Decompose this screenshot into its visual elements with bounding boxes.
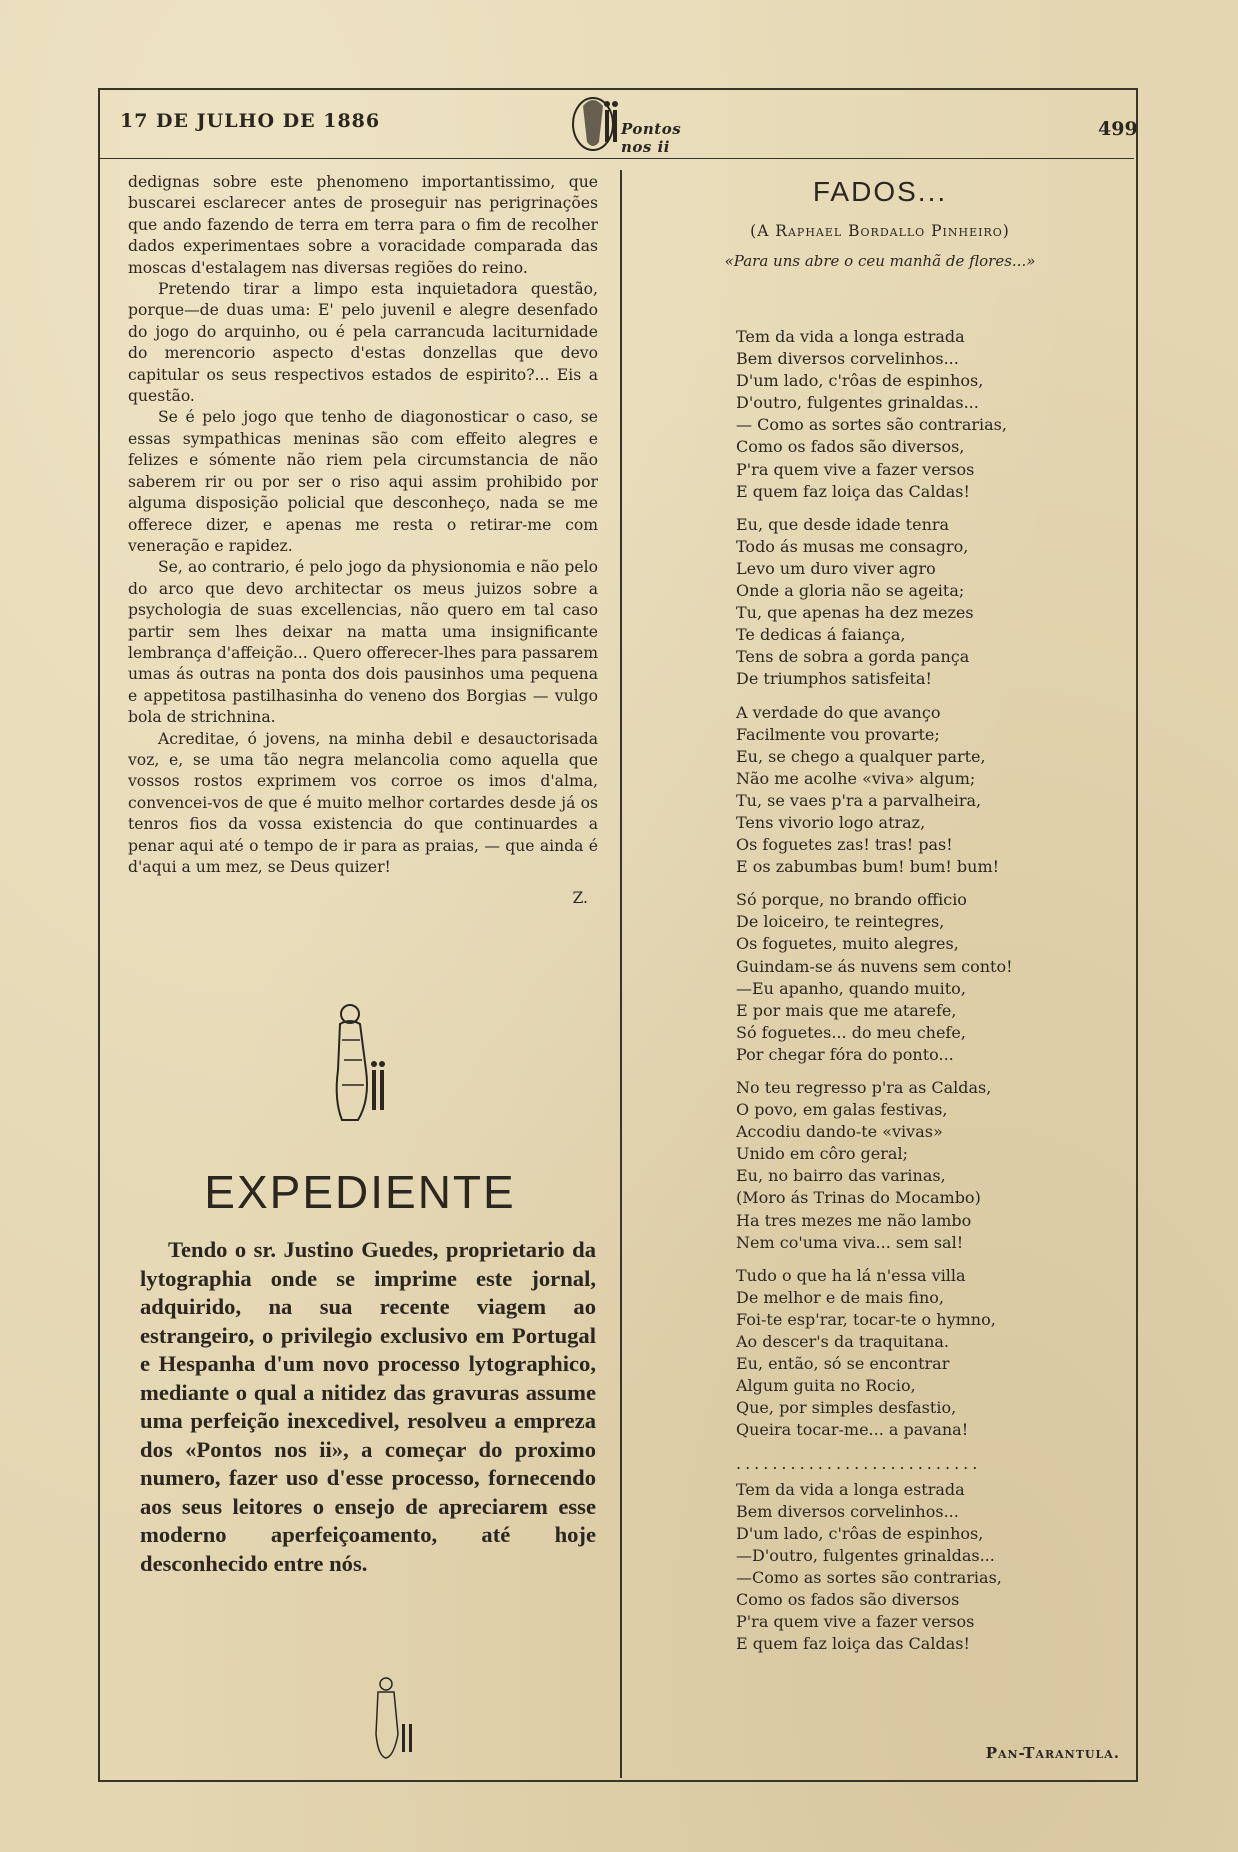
poem-line: Tudo o que ha lá n'essa villa <box>736 1265 966 1285</box>
poem-line: Que, por simples desfastio, <box>736 1398 957 1418</box>
article-paragraph: Pretendo tirar a limpo esta inquietadora questão, porque—de duas uma: E' pelo juvenil e alegre desenfado do jogo do arquinho, ou é pela carrancuda laciturnidade do merencorio aspecto d'estas donzellas que devo capitular os seus respectivos estados de espirito?... Eis a questão. <box>128 280 598 406</box>
poem-line: Ha tres mezes me não lambo <box>736 1210 972 1230</box>
poem-stanza <box>736 514 1116 691</box>
header-date: 17 DE JULHO DE 1886 <box>120 110 381 132</box>
poem-body <box>736 326 1116 1666</box>
poem-line: Ao descer's da traquitana. <box>736 1332 950 1352</box>
poem-line: —D'outro, fulgentes grinaldas... <box>736 1545 995 1565</box>
ornament-small-figure-icon <box>364 1674 424 1764</box>
poem-line: Te dedicas á faiança, <box>736 625 906 645</box>
poem-line: Accodiu dando-te «vivas» <box>736 1122 943 1142</box>
poem-line: Todo ás musas me consagro, <box>736 536 969 556</box>
poem-line: Guindam-se ás nuvens sem conto! <box>736 956 1013 976</box>
poem-signature: Pan-Tarantula. <box>985 1744 1120 1762</box>
poem-line: Só porque, no brando officio <box>736 890 967 910</box>
poem-line: Foi-te esp'rar, tocar-te o hymno, <box>736 1309 996 1329</box>
poem-line: E quem faz loiça das Caldas! <box>736 1634 970 1654</box>
poem-line: Eu, que desde idade tenra <box>736 514 950 534</box>
poem-line: Algum guita no Rocio, <box>736 1376 916 1396</box>
article-paragraph: Se é pelo jogo que tenho de diagonosticar o caso, se essas sympathicas meninas são com effeito alegres e felizes e sómente não riem pela circumstancia de não saberem rir ou por ser o riso aqui assim prohibido por alguma disposição policial que desconheço, nada se me offerece dizer, e apenas me resta o retirar-me com veneração e rapidez. <box>128 408 598 555</box>
page-number: 499 <box>1098 118 1138 140</box>
poem-epigraph: «Para uns abre o ceu manhã de flores...» <box>724 252 1036 270</box>
poem-line: E por mais que me atarefe, <box>736 1000 957 1020</box>
poem-line: A verdade do que avanço <box>736 702 941 722</box>
poem-line: Os foguetes zas! tras! pas! <box>736 835 953 855</box>
poem-line: Bem diversos corvelinhos... <box>736 349 959 369</box>
poem-line: Nem co'uma viva... sem sal! <box>736 1232 964 1252</box>
poem-line: Facilmente vou provarte; <box>736 724 940 744</box>
poem-line: Tu, que apenas ha dez mezes <box>736 603 974 623</box>
poem-line: Tem da vida a longa estrada <box>736 1479 965 1499</box>
poem-line: Eu, se chego a qualquer parte, <box>736 746 986 766</box>
poem-line: P'ra quem vive a fazer versos <box>736 459 975 479</box>
poem-line: Tens de sobra a gorda pança <box>736 647 970 667</box>
expediente-text: Tendo o sr. Justino Guedes, proprietario da lytographia onde se imprime este jornal, adquirido, na sua recente viagem ao estrangeiro, o privilegio exclusivo em Portugal e Hespanha d'um novo processo lytographico, mediante o qual a nitidez das gravuras assume uma perfeição inexcedivel, resolveu a empreza dos «Pontos nos ii», a começar do proximo numero, fazer uso d'esse processo, fornecendo aos seus leitores o ensejo de apreciarem esse moderno aperfeiçoamento, até hoje desconhecido entre nós. <box>140 1237 596 1576</box>
article-signature: Z. <box>572 889 588 908</box>
poem-line: De loiceiro, te reintegres, <box>736 912 945 932</box>
poem-line: De melhor e de mais fino, <box>736 1287 944 1307</box>
poem-line: Onde a gloria não se ageita; <box>736 581 965 601</box>
poem-line: Não me acolhe «viva» algum; <box>736 768 976 788</box>
poem-title: FADOS... <box>812 176 948 207</box>
column-divider <box>620 170 622 1778</box>
poem-line: Por chegar fóra do ponto... <box>736 1044 954 1064</box>
poem-dedication: (A Raphael Bordallo Pinheiro) <box>750 222 1010 240</box>
article-paragraph: dedignas sobre este phenomeno importantissimo, que buscarei esclarecer antes de proseguir nas perigrinações que ando fazendo de terra em terra para o fim de recolher dados experimentaes sobre a voracidade comparada das moscas d'estalagem nas diversas regiões do reino. <box>128 173 598 277</box>
poem-line: O povo, em galas festivas, <box>736 1100 948 1120</box>
poem-line: —Eu apanho, quando muito, <box>736 978 966 998</box>
poem-stanza <box>736 702 1116 879</box>
poem-line: Levo um duro viver agro <box>736 558 936 578</box>
poem-stanza <box>736 1077 1116 1254</box>
poem-line: Os foguetes, muito alegres, <box>736 934 959 954</box>
stanza-separator: ........................... <box>736 1453 982 1473</box>
article-paragraph: Se, ao contrario, é pelo jogo da physionomia e não pelo do arco que devo architectar os meus juizos sobre a psychologia de suas excellencias, não quero em tal caso partir sem lhes deixar na matta uma insignificante lembrança d'affeição... Quero offerecer-lhes para passarem umas ás outras na ponta dos dois pausinhos uma pequena e appetitosa pastilhasinha do veneno dos Borgias — vulgo bola de strichnina. <box>128 558 598 727</box>
poem-final-stanza <box>736 1479 1116 1656</box>
poem-stanza <box>736 1265 1116 1442</box>
poem-line: — Como as sortes são contrarias, <box>736 415 1007 435</box>
expediente-title: EXPEDIENTE <box>204 1166 516 1218</box>
poem-line: D'um lado, c'rôas de espinhos, <box>736 1523 984 1543</box>
poem-line: Como os fados são diversos <box>736 1590 960 1610</box>
poem-line: No teu regresso p'ra as Caldas, <box>736 1078 992 1097</box>
poem-line: E quem faz loiça das Caldas! <box>736 481 970 501</box>
left-column-article <box>128 172 598 910</box>
poem-line: Tens vivorio logo atraz, <box>736 812 926 832</box>
poem-line: D'outro, fulgentes grinaldas... <box>736 393 979 413</box>
poem-line: Eu, no bairro das varinas, <box>736 1166 946 1186</box>
poem-line: Bem diversos corvelinhos... <box>736 1501 959 1521</box>
article-paragraph: Acreditae, ó jovens, na minha debil e desauctorisada voz, e, se uma tão negra melancolia como aquella que vossos rostos exprimem vos corroe os imos d'alma, convencei-vos de que é muito melhor cortardes desde já os tenros fios da vossa existencia do que continuardes a penar aqui até o tempo de ir para as praias, — que ainda é d'aqui a um mez, se Deus quizer! <box>128 729 598 876</box>
poem-line: E os zabumbas bum! bum! bum! <box>736 857 1000 877</box>
poem-line: Tem da vida a longa estrada <box>736 327 965 346</box>
poem-line: Queira tocar-me... a pavana! <box>736 1420 969 1440</box>
masthead-logo <box>565 92 715 154</box>
ornament-figure-icon <box>320 1000 400 1130</box>
poem-line: De triumphos satisfeita! <box>736 669 932 689</box>
poem-line: P'ra quem vive a fazer versos <box>736 1612 975 1632</box>
poem-line: —Como as sortes são contrarias, <box>736 1567 1002 1587</box>
poem-line: D'um lado, c'rôas de espinhos, <box>736 371 984 391</box>
poem-line: Unido em côro geral; <box>736 1144 908 1164</box>
poem-line: Eu, então, só se encontrar <box>736 1354 950 1374</box>
header-rule <box>98 158 1134 159</box>
poem-line: Tu, se vaes p'ra a parvalheira, <box>736 790 982 810</box>
poem-line: Como os fados são diversos, <box>736 437 965 457</box>
poem-line: (Moro ás Trinas do Mocambo) <box>736 1188 981 1208</box>
poem-stanza <box>736 889 1116 1066</box>
poem-line: Só foguetes... do meu chefe, <box>736 1022 966 1042</box>
masthead-title: Pontos nos ii <box>621 120 682 156</box>
poem-stanza <box>736 326 1116 503</box>
